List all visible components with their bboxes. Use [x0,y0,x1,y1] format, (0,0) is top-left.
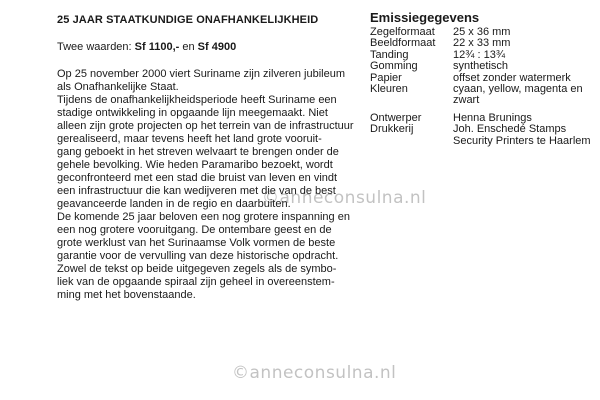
body-line: ming met het bovenstaande. [57,289,196,301]
body-line: een nog grotere vooruitgang. De ontembare geest en de [57,224,332,236]
body-line: geavanceerde landen in de regio en daarbuiten. [57,198,291,210]
spec-label: Gomming [370,60,418,73]
spec-label: Ontwerper [370,111,422,124]
spec-label: Kleuren [370,83,408,96]
body-line: garantie voor de vervulling van deze historische opdracht. [57,250,339,262]
spec-value: synthetisch [453,60,509,73]
spec-row [370,61,598,72]
specs-title: Emissiegegevens [370,10,480,25]
body-line: Tijdens de onafhankelijkheidsperiode heeft Suriname een [57,94,337,106]
spec-label: Tanding [370,48,409,61]
spec-value: Henna Brunings [453,111,532,124]
spec-value: offset zonder watermerk [453,71,571,84]
body-line: een infrastructuur die kan wedijveren met die van de best [57,185,336,197]
spec-row [370,95,598,106]
stamp-value-2: Sf 4900 [197,41,237,53]
spec-label: Drukkerij [370,123,414,136]
body-line: alleen zijn grote projecten op het terrein van de infrastructuur [57,120,354,132]
spec-label [370,136,453,147]
watermark-text: ©anneconsulna.nl [262,188,427,208]
spec-row [370,84,598,95]
body-line: geconfronteerd met een stad die bruist van leven en vindt [57,172,338,184]
body-line: liek van de opgaande spiraal zijn geheel in overeenstem- [57,276,335,288]
document-title: 25 JAAR STAATKUNDIGE ONAFHANKELIJKHEID [57,14,319,26]
spec-row [370,136,598,147]
body-line: als Onafhankelijke Staat. [57,81,179,93]
spec-value: 25 x 36 mm [453,26,511,38]
values-prefix: Twee waarden: [57,41,135,53]
body-line: gerealiseerd, maar tevens heeft het land grote vooruit- [57,133,322,145]
spec-label [370,95,453,106]
stamp-values-line [57,40,365,54]
stamp-value-1: Sf 1100,- [134,41,180,53]
spec-value: 12¾ : 13¾ [453,48,505,61]
article-column [57,14,365,302]
spec-label: Zegelformaat [370,26,435,38]
spec-label: Papier [370,71,402,84]
spec-row [370,124,598,135]
spec-value: zwart [453,94,480,107]
body-line: gang geboekt in het streven welvaart te brengen onder de [57,146,339,158]
spec-value: Security Printers te Haarlem [453,134,591,147]
body-line: grote werklust van het Surinaamse Volk vormen de beste [57,237,336,249]
body-text [57,68,365,302]
spec-value: cyaan, yellow, magenta en [453,83,583,96]
spec-label: Beeldformaat [370,37,436,50]
values-and: en [179,41,198,53]
body-line: gehele bevolking. Wie heden Paramaribo bezoekt, wordt [57,159,333,171]
body-line: De komende 25 jaar beloven een nog grotere inspanning en [57,211,350,223]
watermark-text: ©anneconsulna.nl [232,363,397,383]
issue-specs-panel [370,10,598,147]
spec-value: Joh. Enschedé Stamps [453,123,567,136]
body-line: stadige ontwikkeling in opgaande lijn meegemaakt. Niet [57,107,328,119]
body-line: Op 25 november 2000 viert Suriname zijn zilveren jubileum [57,68,345,80]
spec-value: 22 x 33 mm [453,37,511,50]
body-line: Zowel de tekst op beide uitgegeven zegels als de symbo- [57,263,337,275]
